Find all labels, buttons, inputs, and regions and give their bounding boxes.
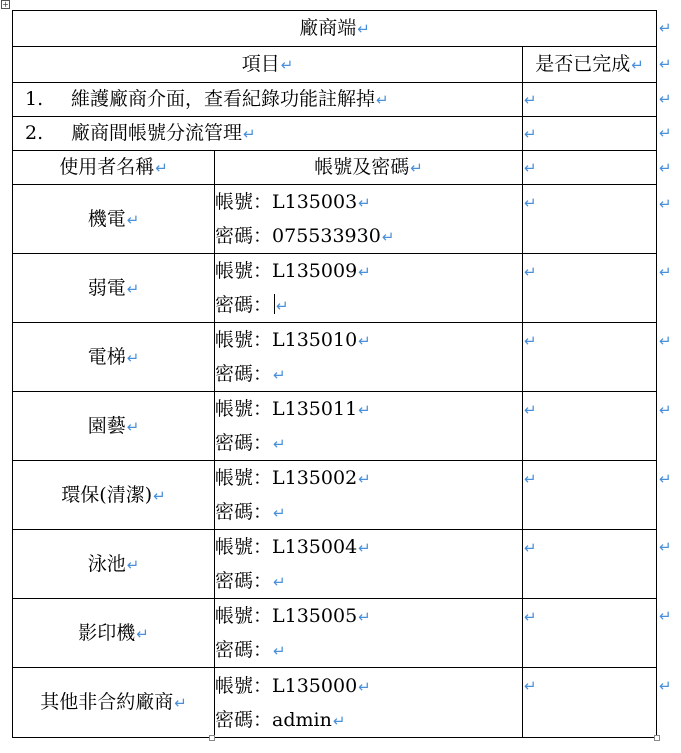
account-line: [215, 530, 522, 564]
subheader-user: 使用者名稱: [59, 156, 155, 178]
account-line: [215, 669, 522, 703]
task-number: 2.: [25, 122, 44, 144]
paragraph-mark: ↵: [524, 677, 537, 695]
vendor-row: [13, 392, 657, 461]
paragraph-mark: ↵: [243, 125, 256, 143]
header-item: 項目: [241, 53, 280, 75]
vendor-name-cell[interactable]: [13, 323, 215, 392]
account-line: [215, 185, 522, 219]
vendor-cred-cell[interactable]: [215, 599, 523, 668]
header-done: 是否已完成: [535, 53, 631, 75]
paragraph-mark: ↵: [273, 435, 286, 453]
vendor-name-cell[interactable]: [13, 254, 215, 323]
vendor-cred-cell[interactable]: [215, 254, 523, 323]
paragraph-mark: ↵: [524, 91, 537, 109]
account-value: L135011: [272, 398, 358, 420]
text-cursor: [274, 294, 275, 314]
vendor-row: [13, 530, 657, 599]
task-number: 1.: [25, 88, 44, 110]
paragraph-mark: ↵: [524, 263, 537, 281]
subheader-row: [13, 151, 657, 185]
row-end-mark: ↵: [659, 19, 672, 37]
paragraph-mark: ↵: [273, 504, 286, 522]
header-item-cell[interactable]: [13, 47, 523, 83]
password-line: [215, 288, 522, 322]
paragraph-mark: ↵: [524, 470, 537, 488]
vendor-row: [13, 323, 657, 392]
vendor-done-cell[interactable]: [523, 323, 657, 392]
vendor-done-cell[interactable]: [523, 668, 657, 738]
paragraph-mark: ↵: [524, 194, 537, 212]
row-end-mark: ↵: [659, 263, 672, 281]
row-end-mark: ↵: [659, 159, 672, 177]
vendor-name-cell[interactable]: [13, 599, 215, 668]
password-line: [215, 495, 522, 529]
paragraph-mark: ↵: [126, 210, 140, 229]
task-cell[interactable]: [13, 83, 523, 117]
paragraph-mark: ↵: [332, 711, 346, 730]
password-line: [215, 357, 522, 391]
paragraph-mark: ↵: [524, 159, 537, 177]
account-line: [215, 599, 522, 633]
account-label: 帳號：: [215, 674, 273, 697]
paragraph-mark: ↵: [273, 642, 286, 660]
subheader-done-cell[interactable]: [523, 151, 657, 185]
account-label: 帳號：: [215, 467, 273, 489]
row-end-mark: ↵: [659, 332, 672, 350]
vendor-name-cell[interactable]: [13, 668, 215, 738]
task-done-cell[interactable]: [523, 117, 657, 151]
vendor-cred-cell[interactable]: [215, 668, 523, 738]
vendor-name: 影印機: [78, 621, 136, 644]
paragraph-mark: ↵: [381, 228, 395, 246]
vendor-cred-cell[interactable]: [215, 185, 523, 254]
vendor-name-cell[interactable]: [13, 392, 215, 461]
title-row: [13, 11, 657, 47]
paragraph-mark: ↵: [358, 677, 371, 696]
task-done-cell[interactable]: [523, 83, 657, 117]
vendor-done-cell[interactable]: [523, 392, 657, 461]
account-line: [215, 254, 522, 288]
password-line: [215, 219, 522, 253]
paragraph-mark: ↵: [126, 279, 140, 298]
vendor-cred-cell[interactable]: [215, 461, 523, 530]
account-line: [215, 461, 522, 495]
vendor-cred-cell[interactable]: [215, 323, 523, 392]
account-line: [215, 323, 522, 357]
table-resize-handle[interactable]: [654, 735, 660, 741]
vendor-account-table: [12, 10, 657, 738]
paragraph-mark: ↵: [273, 366, 286, 384]
table-title: 廠商端: [299, 17, 357, 39]
row-end-mark: ↵: [659, 55, 672, 73]
vendor-done-cell[interactable]: [523, 599, 657, 668]
vendor-row: [13, 185, 657, 254]
paragraph-mark: ↵: [524, 539, 537, 557]
paragraph-mark: ↵: [153, 486, 166, 505]
vendor-row: [13, 599, 657, 668]
paragraph-mark: ↵: [174, 694, 187, 712]
account-line: [215, 392, 522, 426]
password-line: [215, 426, 522, 460]
paragraph-mark: ↵: [524, 401, 537, 419]
account-value: L135005: [272, 605, 358, 627]
vendor-done-cell[interactable]: [523, 254, 657, 323]
row-end-mark: ↵: [659, 607, 672, 625]
paragraph-mark: ↵: [155, 159, 168, 177]
password-value: 075533930: [272, 225, 381, 247]
row-end-mark: ↵: [659, 195, 672, 213]
paragraph-mark: ↵: [524, 608, 537, 626]
paragraph-mark: ↵: [126, 555, 140, 574]
vendor-cred-cell[interactable]: [215, 392, 523, 461]
vendor-name: 電梯: [87, 345, 126, 368]
task-text: 維護廠商介面，查看紀錄功能註解掉: [71, 88, 376, 110]
vendor-done-cell[interactable]: [523, 185, 657, 254]
account-value: L135010: [272, 329, 358, 351]
paragraph-mark: ↵: [358, 332, 371, 350]
vendor-row: [13, 254, 657, 323]
task-row: [13, 117, 657, 151]
row-end-mark: ↵: [659, 538, 672, 556]
password-label: 密碼：: [215, 570, 273, 592]
account-label: 帳號：: [215, 191, 273, 213]
password-label: 密碼：: [215, 639, 273, 661]
password-label: 密碼：: [215, 225, 273, 247]
table-title-cell[interactable]: [13, 11, 657, 47]
row-end-mark: ↵: [659, 90, 672, 108]
subheader-cred: 帳號及密碼: [314, 156, 410, 178]
header-row: [13, 47, 657, 83]
vendor-name-cell[interactable]: [13, 530, 215, 599]
paragraph-mark: ↵: [376, 91, 389, 109]
paragraph-mark: ↵: [524, 125, 537, 143]
vendor-name-cell[interactable]: [13, 185, 215, 254]
paragraph-mark: ↵: [358, 539, 371, 557]
paragraph-mark: ↵: [126, 348, 140, 367]
vendor-name: 機電: [87, 207, 126, 230]
account-label: 帳號：: [215, 260, 273, 282]
row-end-mark: ↵: [659, 124, 672, 142]
account-label: 帳號：: [215, 536, 273, 558]
vendor-name: 泳池: [87, 552, 126, 575]
subheader-cred-cell[interactable]: [215, 151, 523, 185]
vendor-done-cell[interactable]: [523, 461, 657, 530]
vendor-name: 園藝: [87, 414, 126, 437]
account-value: L135004: [272, 536, 358, 558]
password-line: [215, 703, 522, 737]
password-line: [215, 633, 522, 667]
paragraph-mark: ↵: [358, 194, 371, 212]
password-line: [215, 564, 522, 598]
vendor-row: [13, 461, 657, 530]
vendor-name: 弱電: [87, 276, 126, 299]
password-label: 密碼：: [215, 294, 273, 316]
password-value: admin: [272, 708, 332, 731]
account-value: L135000: [272, 674, 358, 697]
task-cell[interactable]: [13, 117, 523, 151]
account-value: L135009: [272, 260, 358, 282]
account-label: 帳號：: [215, 398, 273, 420]
row-end-mark: ↵: [659, 401, 672, 419]
paragraph-mark: ↵: [358, 470, 371, 488]
paragraph-mark: ↵: [358, 263, 371, 281]
task-text: 廠商間帳號分流管理: [71, 122, 243, 144]
row-end-mark: ↵: [659, 470, 672, 488]
paragraph-mark: ↵: [358, 608, 371, 626]
paragraph-mark: ↵: [524, 332, 537, 350]
vendor-name-cell[interactable]: [13, 461, 215, 530]
password-label: 密碼：: [215, 432, 273, 454]
paragraph-mark: ↵: [126, 417, 140, 436]
vendor-name: 環保(清潔): [61, 483, 153, 506]
paragraph-mark: ↵: [273, 573, 286, 591]
password-label: 密碼：: [215, 501, 273, 523]
vendor-row: [13, 668, 657, 738]
account-value: L135002: [272, 467, 358, 489]
paragraph-mark: ↵: [357, 20, 370, 38]
account-value: L135003: [272, 191, 358, 213]
subheader-user-cell[interactable]: [13, 151, 215, 185]
paragraph-mark: ↵: [136, 624, 149, 643]
paragraph-mark: ↵: [276, 297, 289, 315]
column-resize-handle[interactable]: [209, 735, 215, 741]
paragraph-mark: ↵: [410, 159, 423, 177]
task-row: [13, 83, 657, 117]
row-end-mark: ↵: [659, 677, 672, 695]
header-done-cell[interactable]: [523, 47, 657, 83]
account-label: 帳號：: [215, 329, 273, 351]
paragraph-mark: ↵: [358, 401, 371, 419]
vendor-done-cell[interactable]: [523, 530, 657, 599]
paragraph-mark: ↵: [280, 56, 294, 74]
vendor-cred-cell[interactable]: [215, 530, 523, 599]
password-label: 密碼：: [215, 363, 273, 385]
vendor-name: 其他非合約廠商: [40, 691, 174, 713]
paragraph-mark: ↵: [631, 56, 644, 74]
table-move-handle[interactable]: +: [2, 0, 9, 9]
account-label: 帳號：: [215, 605, 273, 627]
password-label: 密碼：: [215, 708, 273, 731]
